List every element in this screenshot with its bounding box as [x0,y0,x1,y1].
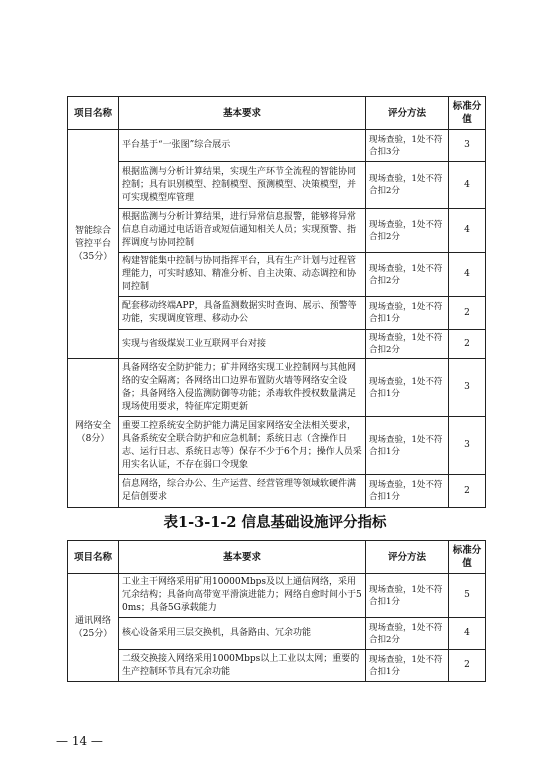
score-cell: 3 [449,130,486,162]
requirement-cell: 核心设备采用三层交换机，具备路由、冗余功能 [119,618,366,650]
table-row [68,650,486,682]
method-cell: 现场查验，1处不符合扣2分 [366,253,449,297]
method-cell: 现场查验，1处不符合扣1分 [366,574,449,618]
table-row [68,253,486,297]
score-cell: 2 [449,475,486,508]
score-cell: 2 [449,330,486,359]
page-number: — 14 — [56,734,103,748]
requirement-cell: 二级交换接入网络采用1000Mbps以上工业以太网；重要的生产控制环节具有冗余功能 [119,650,366,682]
score-cell: 2 [449,650,486,682]
group-name: 网络安全（8分） [68,359,119,508]
requirement-cell: 配套移动终端APP，具备监测数据实时查询、展示、预警等功能，实现调度管理、移动办公 [119,297,366,330]
header-item: 项目名称 [68,541,119,574]
table-row [68,297,486,330]
score-cell: 4 [449,253,486,297]
requirement-cell: 信息网络，综合办公、生产运营、经营管理等领域软硬件满足信创要求 [119,475,366,508]
table-row [68,162,486,209]
requirement-cell: 根据监测与分析计算结果，实现生产环节全流程的智能协同控制；具有识别模型、控制模型、预测模型、决策模型，并可实现模型库管理 [119,162,366,209]
requirement-cell: 重要工控系统安全防护能力满足国家网络安全法相关要求，具备系统安全联合防护和应急机制；系统日志（含操作日志、运行日志、系统日志等）保存不少于6个月；操作人员采用实名认证，不存在弱口令现象 [119,417,366,475]
method-cell: 现场查验，1处不符合扣1分 [366,650,449,682]
header-score: 标准分值 [449,97,486,130]
requirement-cell: 根据监测与分析计算结果，进行异常信息报警，能够将异常信息自动通过电话语音或短信通知相关人员；实现预警、指挥调度与协同控制 [119,209,366,253]
table-row [68,330,486,359]
header-requirement: 基本要求 [119,541,366,574]
group-name: 通讯网络（25分） [68,574,119,682]
header-requirement: 基本要求 [119,97,366,130]
table-row [68,574,486,618]
table-2-title: 表1-3-1-2 信息基础设施评分指标 [163,514,387,531]
table-header-row [68,541,486,574]
table-row [68,130,486,162]
requirement-cell: 实现与省级煤炭工业互联网平台对接 [119,330,366,359]
table-row [68,618,486,650]
score-cell: 4 [449,209,486,253]
table-row [68,359,486,417]
requirement-cell: 平台基于“一张图”综合展示 [119,130,366,162]
score-cell: 4 [449,162,486,209]
table-row [68,475,486,508]
method-cell: 现场查验，1处不符合扣1分 [366,359,449,417]
group-name: 智能综合管控平台（35分） [68,130,119,359]
method-cell: 现场查验，1处不符合扣1分 [366,297,449,330]
method-cell: 现场查验，1处不符合扣1分 [366,475,449,508]
table-row [68,417,486,475]
method-cell: 现场查验，1处不符合扣2分 [366,330,449,359]
score-cell: 3 [449,359,486,417]
score-cell: 5 [449,574,486,618]
score-cell: 2 [449,297,486,330]
score-cell: 3 [449,417,486,475]
method-cell: 现场查验，1处不符合扣3分 [366,130,449,162]
scoring-table-2 [67,540,486,682]
table-row [68,209,486,253]
requirement-cell: 具备网络安全防护能力；矿井网络实现工业控制网与其他网络的安全隔离；各网络出口边界布置防火墙等网络安全设备；具备网络入侵监测防御等功能；杀毒软件授权数量满足现场使用要求，特征库定期更新 [119,359,366,417]
method-cell: 现场查验，1处不符合扣2分 [366,209,449,253]
header-method: 评分方法 [366,97,449,130]
method-cell: 现场查验，1处不符合扣2分 [366,618,449,650]
header-method: 评分方法 [366,541,449,574]
requirement-cell: 工业主干网络采用矿用10000Mbps及以上通信网络，采用冗余结构；具备向高带宽平滑演进能力；网络自愈时间小于50ms；具备5G承载能力 [119,574,366,618]
requirement-cell: 构建智能集中控制与协同指挥平台，具有生产计划与过程管理能力，可实时感知、精准分析、自主决策、动态调控和协同控制 [119,253,366,297]
score-cell: 4 [449,618,486,650]
method-cell: 现场查验，1处不符合扣2分 [366,162,449,209]
scoring-table-1 [67,96,486,508]
method-cell: 现场查验，1处不符合扣1分 [366,417,449,475]
header-item: 项目名称 [68,97,119,130]
header-score: 标准分值 [449,541,486,574]
table-header-row [68,97,486,130]
